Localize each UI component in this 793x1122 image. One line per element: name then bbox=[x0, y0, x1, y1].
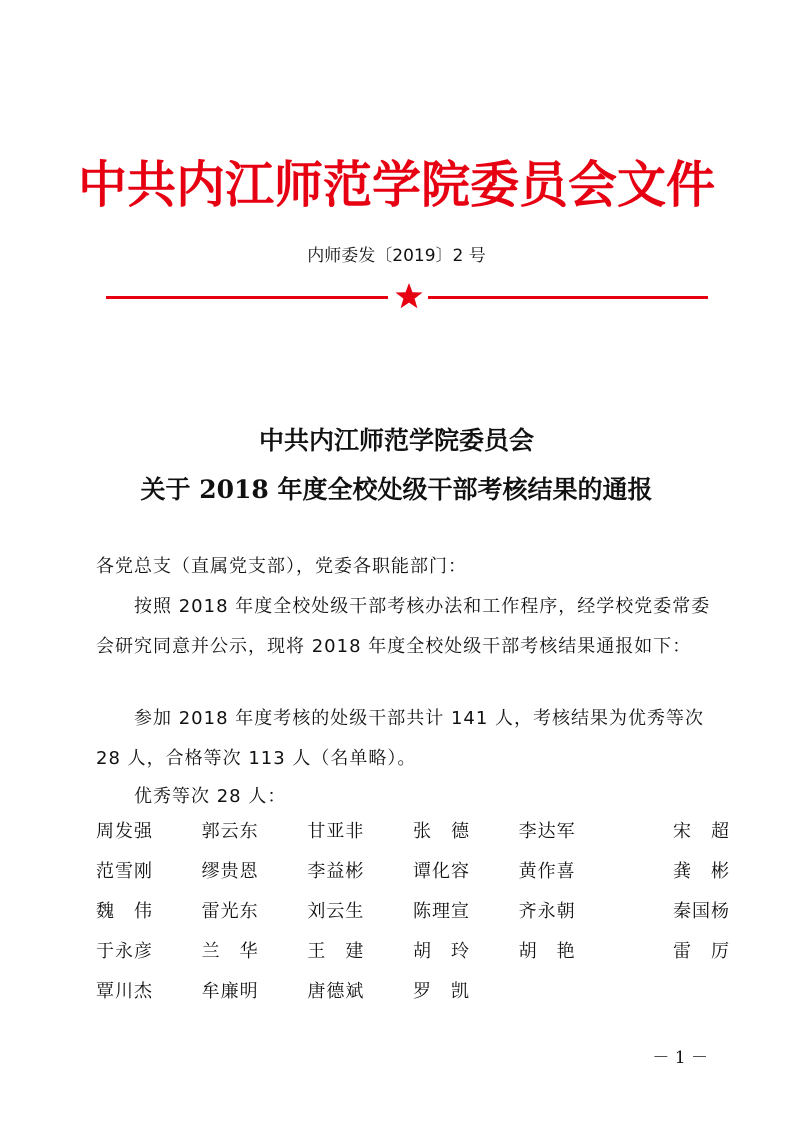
name-item: 雷光东 bbox=[201, 901, 259, 922]
name-item: 陈理宣 bbox=[412, 901, 470, 922]
paragraph-2 bbox=[96, 699, 726, 779]
excellent-names-list bbox=[96, 812, 730, 1012]
page-number: － 1 － bbox=[652, 1048, 708, 1068]
name-item: 谭化容 bbox=[412, 861, 470, 882]
star-icon bbox=[394, 281, 424, 311]
name-item: 魏 伟 bbox=[96, 901, 153, 922]
excellent-label-text: 优秀等次 28 人： bbox=[134, 786, 287, 807]
name-item: 雷 厉 bbox=[672, 941, 730, 962]
name-item: 甘亚非 bbox=[307, 821, 365, 842]
notice-heading-line2: 关于 2018 年度全校处级干部考核结果的通报 bbox=[140, 475, 653, 504]
name-item: 缪贵恩 bbox=[201, 861, 259, 882]
name-item: 李益彬 bbox=[307, 861, 365, 882]
document-number: 内师委发〔2019〕2 号 bbox=[307, 246, 486, 266]
name-item: 龚 彬 bbox=[672, 861, 730, 882]
paragraph-1-text: 按照 2018 年度全校处级干部考核办法和工作程序，经学校党委常委会研究同意并公示，现将 2018 年度全校处级干部考核结果通报如下： bbox=[96, 596, 711, 657]
name-item: 宋 超 bbox=[672, 821, 730, 842]
name-item: 黄作喜 bbox=[518, 861, 576, 882]
red-separator-left bbox=[106, 296, 388, 299]
name-item: 牟廉明 bbox=[201, 981, 259, 1002]
name-item: 唐德斌 bbox=[307, 981, 365, 1002]
paragraph-1 bbox=[96, 587, 726, 667]
document-red-header-title: 中共内江师范学院委员会文件 bbox=[77, 157, 715, 213]
name-item: 张 德 bbox=[412, 821, 470, 842]
name-item: 齐永朝 bbox=[518, 901, 576, 922]
name-item: 秦国杨 bbox=[672, 901, 730, 922]
paragraph-2-text: 参加 2018 年度考核的处级干部共计 141 人，考核结果为优秀等次 28 人，合格等次 113 人（名单略）。 bbox=[96, 708, 705, 769]
name-item: 范雪刚 bbox=[96, 861, 153, 882]
name-item: 郭云东 bbox=[201, 821, 259, 842]
name-item: 覃川杰 bbox=[96, 981, 153, 1002]
name-item: 周发强 bbox=[96, 821, 153, 842]
excellent-label bbox=[96, 777, 726, 817]
name-item: 刘云生 bbox=[307, 901, 365, 922]
name-item: 罗 凯 bbox=[412, 981, 470, 1002]
name-item: 于永彦 bbox=[96, 941, 153, 962]
name-item: 胡 玲 bbox=[412, 941, 470, 962]
name-item: 胡 艳 bbox=[518, 941, 576, 962]
name-item: 王 建 bbox=[307, 941, 365, 962]
salutation: 各党总支（直属党支部），党委各职能部门： bbox=[96, 556, 467, 577]
notice-heading-line1: 中共内江师范学院委员会 bbox=[258, 426, 534, 455]
name-item: 兰 华 bbox=[201, 941, 259, 962]
red-separator-right bbox=[428, 296, 708, 299]
name-item: 李达军 bbox=[518, 821, 576, 842]
